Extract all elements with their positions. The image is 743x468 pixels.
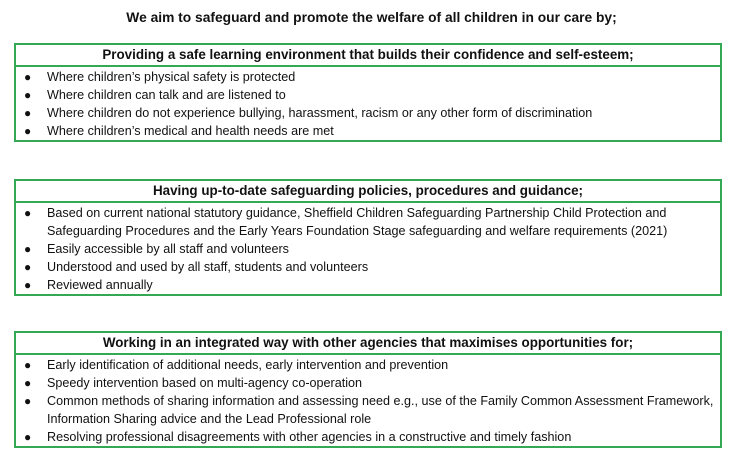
- list-item: ● Speedy intervention based on multi-agency co-operation: [24, 376, 363, 390]
- bullet-icon: ●: [24, 206, 32, 220]
- bullet-icon: ●: [24, 394, 32, 408]
- bullet-icon: ●: [24, 242, 32, 256]
- list-item: ● Resolving professional disagreements with other agencies in a constructive and timely fashion: [24, 430, 572, 444]
- bullet-icon: ●: [24, 70, 32, 84]
- section-list: [14, 355, 722, 448]
- section-safe-environment: [14, 43, 722, 142]
- list-item: ● Early identification of additional needs, early intervention and prevention: [24, 358, 449, 372]
- list-item: ● Understood and used by all staff, students and volunteers: [24, 260, 369, 274]
- list-item: ● Where children do not experience bullying, harassment, racism or any other form of discrimination: [24, 106, 593, 120]
- section-heading: Providing a safe learning environment that builds their confidence and self-esteem;: [14, 43, 722, 67]
- section-list: [14, 67, 722, 142]
- page-title: We aim to safeguard and promote the welfare of all children in our care by;: [126, 10, 617, 25]
- bullet-icon: ●: [24, 430, 32, 444]
- list-item: ● Where children’s physical safety is protected: [24, 70, 296, 84]
- bullet-icon: ●: [24, 376, 32, 390]
- list-item: ● Reviewed annually: [24, 278, 153, 292]
- bullet-icon: ●: [24, 106, 32, 120]
- bullet-icon: ●: [24, 278, 32, 292]
- list-item: ● Easily accessible by all staff and volunteers: [24, 242, 289, 256]
- list-item: ● Common methods of sharing information and assessing need e.g., use of the Family Common Assessment Framework, Information Sharing advice and the Lead Professional role: [24, 394, 714, 426]
- bullet-icon: ●: [24, 124, 32, 138]
- section-integrated-working: [14, 331, 722, 448]
- bullet-icon: ●: [24, 260, 32, 274]
- section-list: [14, 203, 722, 296]
- section-heading: Having up-to-date safeguarding policies, procedures and guidance;: [14, 179, 722, 203]
- list-item: ● Based on current national statutory guidance, Sheffield Children Safeguarding Partnership Child Protection and Safeguarding Procedures and the Early Years Foundation Stage safeguarding and welfare requirements (2021): [24, 206, 668, 238]
- list-item: ● Where children can talk and are listened to: [24, 88, 286, 102]
- bullet-icon: ●: [24, 358, 32, 372]
- bullet-icon: ●: [24, 88, 32, 102]
- list-item: ● Where children’s medical and health needs are met: [24, 124, 334, 138]
- section-heading: Working in an integrated way with other agencies that maximises opportunities for;: [14, 331, 722, 355]
- section-policies: [14, 179, 722, 296]
